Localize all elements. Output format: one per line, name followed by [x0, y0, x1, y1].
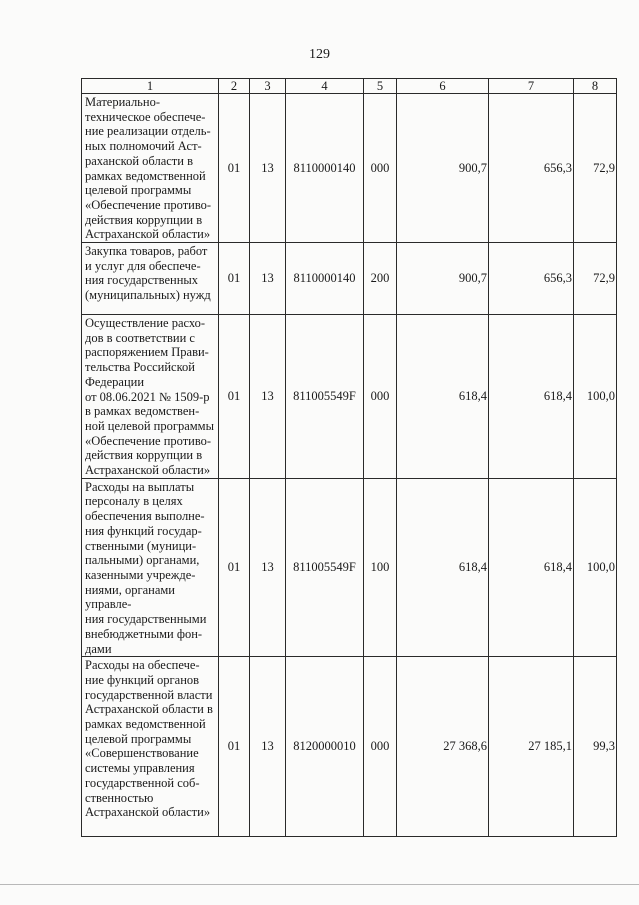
table-row	[82, 478, 617, 656]
expense-type-code: 000	[364, 94, 397, 243]
column-header-1: 1	[82, 79, 219, 94]
expense-name: Закупка товаров, работ и услуг для обеспече- ния государственных (муниципальных) нужд	[82, 243, 219, 315]
expense-type-code: 100	[364, 478, 397, 656]
budget-table	[81, 78, 617, 837]
expense-type-code: 000	[364, 657, 397, 837]
planned-amount: 27 368,6	[397, 657, 489, 837]
target-article-code: 8110000140	[286, 94, 364, 243]
section-code: 01	[219, 94, 250, 243]
expense-name: Материально- техническое обеспече- ние реализации отдель- ных полномочий Аст- раханской области в рамках ведомственной целевой программы «Обеспечение противо- действия коррупции в Астраханской области»	[82, 94, 219, 243]
section-code: 01	[219, 243, 250, 315]
actual-amount: 656,3	[489, 243, 574, 315]
column-header-6: 6	[397, 79, 489, 94]
section-code: 01	[219, 315, 250, 479]
expense-type-code: 200	[364, 243, 397, 315]
column-header-3: 3	[250, 79, 286, 94]
actual-amount: 27 185,1	[489, 657, 574, 837]
column-header-4: 4	[286, 79, 364, 94]
planned-amount: 618,4	[397, 315, 489, 479]
target-article-code: 811005549F	[286, 315, 364, 479]
target-article-code: 8110000140	[286, 243, 364, 315]
execution-percent: 72,9	[574, 94, 617, 243]
execution-percent: 99,3	[574, 657, 617, 837]
actual-amount: 618,4	[489, 478, 574, 656]
execution-percent: 100,0	[574, 478, 617, 656]
section-code: 01	[219, 478, 250, 656]
table-row	[82, 315, 617, 479]
subsection-code: 13	[250, 94, 286, 243]
expense-name: Осуществление расхо- дов в соответствии с распоряжением Прави- тельства Российской Федерации от 08.06.2021 № 1509-р в рамках ведомствен- ной целевой программы «Обеспечение противо- действия коррупции в Астраханской области»	[82, 315, 219, 479]
expense-name: Расходы на обеспече- ние функций органов государственной власти Астраханской области в рамках ведомственной целевой программы «Совершенствование системы управления государственной соб- ственностью Астраханской области»	[82, 657, 219, 837]
target-article-code: 811005549F	[286, 478, 364, 656]
planned-amount: 618,4	[397, 478, 489, 656]
subsection-code: 13	[250, 243, 286, 315]
expense-name: Расходы на выплаты персоналу в целях обеспечения выполне- ния функций государ- ственными (муници- пальными) органами, казенными учрежде- ниями, органами управле- ния государственными внебюджетными фон- дами	[82, 478, 219, 656]
table-row	[82, 243, 617, 315]
column-header-5: 5	[364, 79, 397, 94]
expense-type-code: 000	[364, 315, 397, 479]
page-number: 129	[309, 47, 330, 62]
target-article-code: 8120000010	[286, 657, 364, 837]
scan-edge-line	[0, 884, 639, 885]
table-header-row	[82, 79, 617, 94]
planned-amount: 900,7	[397, 94, 489, 243]
section-code: 01	[219, 657, 250, 837]
table-row	[82, 94, 617, 243]
actual-amount: 618,4	[489, 315, 574, 479]
actual-amount: 656,3	[489, 94, 574, 243]
planned-amount: 900,7	[397, 243, 489, 315]
execution-percent: 72,9	[574, 243, 617, 315]
subsection-code: 13	[250, 657, 286, 837]
column-header-2: 2	[219, 79, 250, 94]
subsection-code: 13	[250, 478, 286, 656]
column-header-7: 7	[489, 79, 574, 94]
subsection-code: 13	[250, 315, 286, 479]
column-header-8: 8	[574, 79, 617, 94]
execution-percent: 100,0	[574, 315, 617, 479]
table-row	[82, 657, 617, 837]
